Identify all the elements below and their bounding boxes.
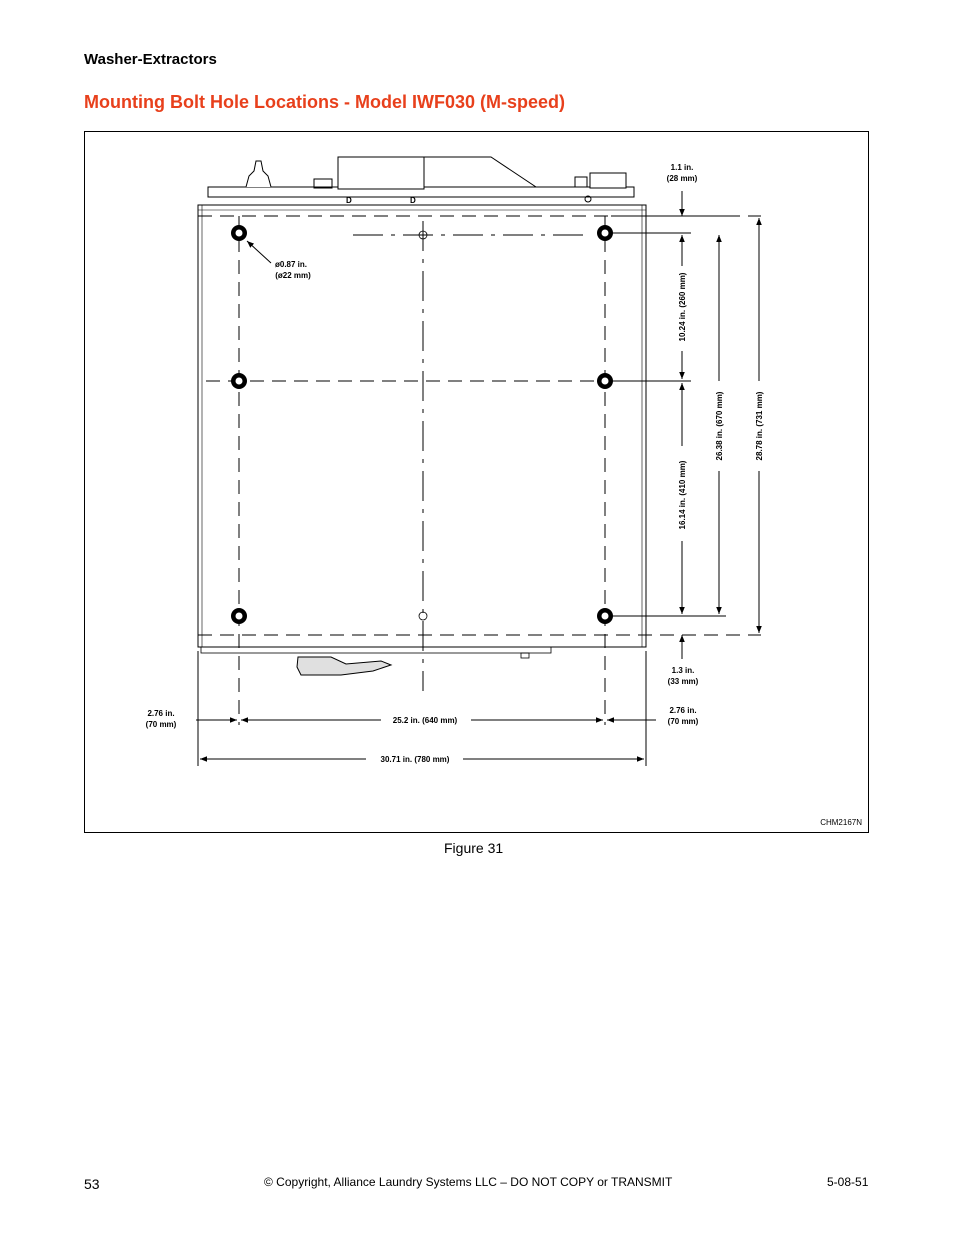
page-title: Mounting Bolt Hole Locations - Model IWF030 (M-speed) [84,92,565,112]
svg-text:D: D [346,196,352,205]
document-code: 5-08-51 [827,1175,869,1189]
bolt-hole [597,608,613,624]
lower-spacing-label: 16.14 in. (410 mm) [678,460,687,530]
bolt-hole [231,608,247,624]
upper-spacing-label: 10.24 in. (260 mm) [678,272,687,342]
bottom-offset-metric: (33 mm) [667,677,699,686]
overall-width-label: 30.71 in. (780 mm) [380,755,450,764]
hole-diameter-imperial: ø0.87 in. [274,260,308,269]
svg-text:D: D [410,196,416,205]
top-offset-imperial: 1.1 in. [670,163,694,172]
vertical-dimension-lines [611,191,759,659]
front-back-holes-label: 26.38 in. (670 mm) [715,391,724,461]
bottom-offset-imperial: 1.3 in. [671,666,695,675]
bolt-holes [231,225,613,624]
figure-caption: Figure 31 [444,840,504,856]
horizontal-dimension-lines [196,651,656,766]
hole-diameter-metric: (ø22 mm) [275,271,311,280]
left-offset-metric: (70 mm) [145,720,177,729]
mounting-diagram [85,132,870,834]
hole-layout-lines [198,216,761,725]
diameter-leader [247,241,271,263]
copyright-notice: © Copyright, Alliance Laundry Systems LLC – DO NOT COPY or TRANSMIT [264,1175,673,1189]
overall-depth-label: 28.78 in. (731 mm) [755,391,764,461]
right-offset-metric: (70 mm) [667,717,699,726]
machine-outline [198,205,646,658]
door-handle [297,657,391,675]
section-header: Washer-Extractors [84,51,217,68]
left-offset-imperial: 2.76 in. [147,709,175,718]
bolt-hole [231,225,247,241]
hole-width-spacing-label: 25.2 in. (640 mm) [392,716,458,725]
bolt-hole [597,225,613,241]
page-number: 53 [84,1176,100,1192]
bolt-hole [597,373,613,389]
top-offset-metric: (28 mm) [666,174,698,183]
machine-top-details [208,157,634,205]
right-offset-imperial: 2.76 in. [669,706,697,715]
figure-frame [84,131,869,833]
drawing-id: CHM2167N [820,818,862,827]
bolt-hole [231,373,247,389]
